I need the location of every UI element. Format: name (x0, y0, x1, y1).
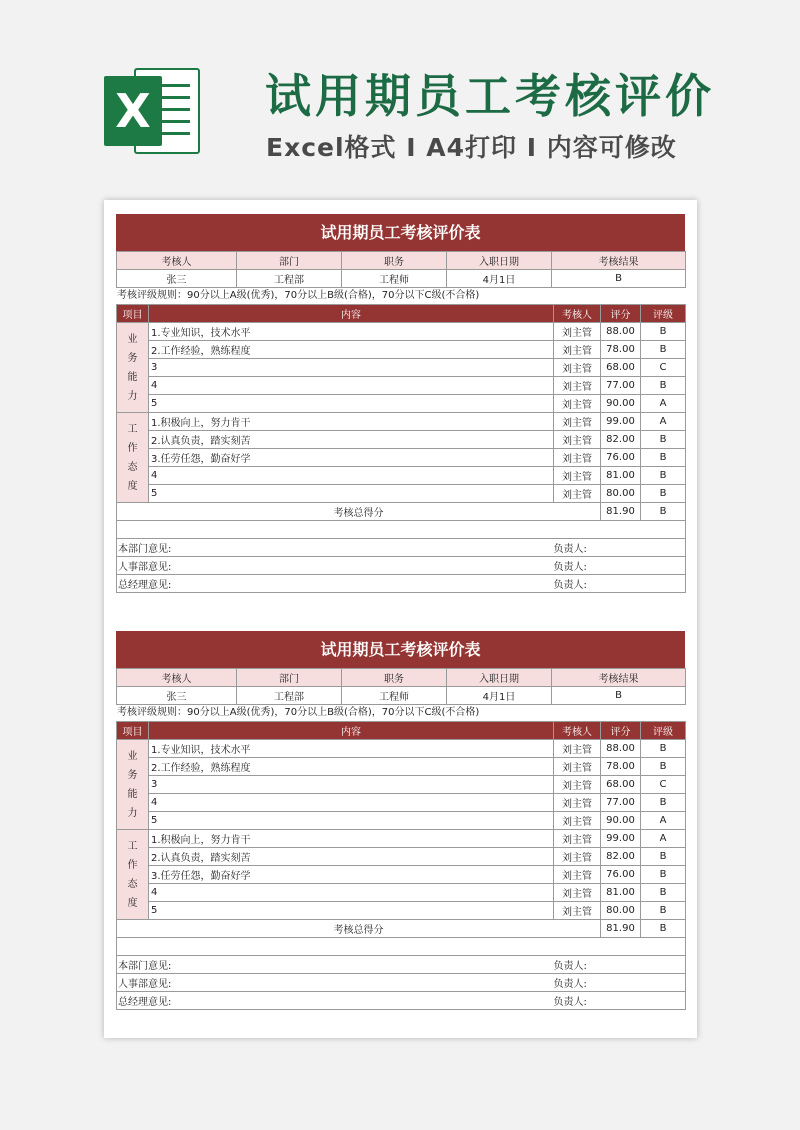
col-header-grade: 评级 (641, 722, 686, 740)
info-header-department: 部门 (237, 669, 342, 687)
content-cell[interactable]: 5 (149, 902, 554, 920)
score-cell[interactable]: 68.00 (601, 776, 641, 794)
score-cell[interactable]: 77.00 (601, 377, 641, 395)
table-row (117, 848, 686, 866)
score-cell[interactable]: 99.00 (601, 830, 641, 848)
grade-cell[interactable]: A (641, 812, 686, 830)
grade-cell[interactable]: B (641, 467, 686, 485)
col-header-grade: 评级 (641, 305, 686, 323)
assessor-cell[interactable]: 刘主管 (554, 359, 601, 377)
evaluation-form (116, 214, 685, 593)
content-cell[interactable]: 5 (149, 395, 554, 413)
grade-cell[interactable]: B (641, 431, 686, 449)
assessor-cell[interactable]: 刘主管 (554, 758, 601, 776)
opinion-label[interactable]: 人事部意见: (117, 557, 554, 575)
assessor-cell[interactable]: 刘主管 (554, 848, 601, 866)
assessor-cell[interactable]: 刘主管 (554, 431, 601, 449)
total-score[interactable]: 81.90 (601, 920, 641, 938)
assessor-cell[interactable]: 刘主管 (554, 395, 601, 413)
opinion-owner[interactable]: 负责人: (554, 956, 686, 974)
assessor-cell[interactable]: 刘主管 (554, 902, 601, 920)
col-header-assessor: 考核人 (554, 305, 601, 323)
table-row (117, 866, 686, 884)
blank-row (117, 938, 686, 956)
blank-row (117, 521, 686, 539)
table-row (117, 884, 686, 902)
opinion-row (117, 575, 686, 593)
table-row (117, 395, 686, 413)
grade-cell[interactable]: B (641, 485, 686, 503)
assessor-cell[interactable]: 刘主管 (554, 812, 601, 830)
score-cell[interactable]: 77.00 (601, 794, 641, 812)
grading-rule: 考核评级规则：90分以上A级(优秀)，70分以上B级(合格)，70分以下C级(不合格) (117, 290, 480, 301)
col-header-content: 内容 (149, 305, 554, 323)
grade-cell[interactable]: B (641, 323, 686, 341)
content-cell[interactable]: 1.积极向上，努力肯干 (149, 413, 554, 431)
table-row (117, 758, 686, 776)
table-row (117, 740, 686, 758)
table-row (117, 902, 686, 920)
grade-cell[interactable]: B (641, 449, 686, 467)
info-value-hire-date[interactable]: 4月1日 (447, 687, 552, 705)
score-cell[interactable]: 68.00 (601, 359, 641, 377)
grade-cell[interactable]: A (641, 830, 686, 848)
score-table (116, 304, 686, 593)
grade-cell[interactable]: B (641, 740, 686, 758)
assessor-cell[interactable]: 刘主管 (554, 776, 601, 794)
content-cell[interactable]: 3 (149, 776, 554, 794)
table-row (117, 794, 686, 812)
table-row (117, 776, 686, 794)
category-label: 业 务 能 力 (117, 740, 149, 830)
assessor-cell[interactable]: 刘主管 (554, 485, 601, 503)
content-cell[interactable]: 1.专业知识，技术水平 (149, 740, 554, 758)
table-row (117, 431, 686, 449)
opinion-row (117, 557, 686, 575)
content-cell[interactable]: 3.任劳任怨，勤奋好学 (149, 866, 554, 884)
excel-logo-letter: X (104, 76, 162, 146)
table-row (117, 449, 686, 467)
info-table (116, 668, 686, 705)
score-cell[interactable]: 90.00 (601, 395, 641, 413)
table-row (117, 359, 686, 377)
grade-cell[interactable]: C (641, 776, 686, 794)
info-value-position[interactable]: 工程师 (342, 687, 447, 705)
score-cell[interactable]: 76.00 (601, 449, 641, 467)
grade-cell[interactable]: B (641, 866, 686, 884)
col-header-score: 评分 (601, 305, 641, 323)
assessor-cell[interactable]: 刘主管 (554, 794, 601, 812)
assessor-cell[interactable]: 刘主管 (554, 413, 601, 431)
grade-cell[interactable]: A (641, 395, 686, 413)
grade-cell[interactable]: A (641, 413, 686, 431)
score-cell[interactable]: 90.00 (601, 812, 641, 830)
info-value-hire-date[interactable]: 4月1日 (447, 270, 552, 288)
opinion-label[interactable]: 总经理意见: (117, 575, 554, 593)
opinion-owner[interactable]: 负责人: (554, 539, 686, 557)
assessor-cell[interactable]: 刘主管 (554, 449, 601, 467)
info-header-result: 考核结果 (552, 252, 686, 270)
grade-cell[interactable]: B (641, 902, 686, 920)
table-row (117, 377, 686, 395)
content-cell[interactable]: 2.认真负责，踏实刻苦 (149, 431, 554, 449)
total-label: 考核总得分 (117, 920, 601, 938)
category-label: 工 作 态 度 (117, 413, 149, 503)
excel-logo-icon (104, 62, 202, 160)
content-cell[interactable]: 3 (149, 359, 554, 377)
opinion-row (117, 992, 686, 1010)
grade-cell[interactable]: C (641, 359, 686, 377)
category-label: 业 务 能 力 (117, 323, 149, 413)
info-header-assessor: 考核人 (117, 252, 237, 270)
col-header-item: 项目 (117, 305, 149, 323)
assessor-cell[interactable]: 刘主管 (554, 740, 601, 758)
total-label: 考核总得分 (117, 503, 601, 521)
grade-cell[interactable]: B (641, 794, 686, 812)
content-cell[interactable]: 3.任劳任怨，勤奋好学 (149, 449, 554, 467)
content-cell[interactable]: 5 (149, 485, 554, 503)
info-header-assessor: 考核人 (117, 669, 237, 687)
page-subtitle: Excel格式 I A4打印 I 内容可修改 (266, 133, 677, 162)
opinion-owner[interactable]: 负责人: (554, 974, 686, 992)
opinion-label[interactable]: 人事部意见: (117, 974, 554, 992)
content-cell[interactable]: 2.工作经验，熟练程度 (149, 341, 554, 359)
score-cell[interactable]: 80.00 (601, 902, 641, 920)
table-row (117, 467, 686, 485)
info-header-result: 考核结果 (552, 669, 686, 687)
opinion-row (117, 539, 686, 557)
content-cell[interactable]: 5 (149, 812, 554, 830)
table-row (117, 812, 686, 830)
score-cell[interactable]: 78.00 (601, 758, 641, 776)
total-score[interactable]: 81.90 (601, 503, 641, 521)
page-header (0, 0, 800, 200)
info-value-position[interactable]: 工程师 (342, 270, 447, 288)
info-header-department: 部门 (237, 252, 342, 270)
assessor-cell[interactable]: 刘主管 (554, 377, 601, 395)
grade-cell[interactable]: B (641, 758, 686, 776)
assessor-cell[interactable]: 刘主管 (554, 467, 601, 485)
info-header-hire-date: 入职日期 (447, 669, 552, 687)
content-cell[interactable]: 4 (149, 884, 554, 902)
grade-cell[interactable]: B (641, 377, 686, 395)
table-row (117, 413, 686, 431)
score-cell[interactable]: 82.00 (601, 848, 641, 866)
info-value-department[interactable]: 工程部 (237, 270, 342, 288)
info-value-assessor[interactable]: 张三 (117, 687, 237, 705)
table-row (117, 341, 686, 359)
info-header-position: 职务 (342, 669, 447, 687)
opinion-owner[interactable]: 负责人: (554, 557, 686, 575)
score-cell[interactable]: 88.00 (601, 740, 641, 758)
opinion-label[interactable]: 总经理意见: (117, 992, 554, 1010)
content-cell[interactable]: 4 (149, 794, 554, 812)
score-cell[interactable]: 82.00 (601, 431, 641, 449)
score-table (116, 721, 686, 1010)
opinion-label[interactable]: 本部门意见: (117, 539, 554, 557)
table-row (117, 830, 686, 848)
grade-cell[interactable]: B (641, 848, 686, 866)
info-value-result[interactable]: B (552, 270, 686, 288)
info-header-hire-date: 入职日期 (447, 252, 552, 270)
info-value-department[interactable]: 工程部 (237, 687, 342, 705)
grading-rule: 考核评级规则：90分以上A级(优秀)，70分以上B级(合格)，70分以下C级(不合格) (117, 707, 480, 718)
opinion-row (117, 956, 686, 974)
score-cell[interactable]: 80.00 (601, 485, 641, 503)
form-title: 试用期员工考核评价表 (116, 214, 685, 251)
score-cell[interactable]: 88.00 (601, 323, 641, 341)
score-cell[interactable]: 76.00 (601, 866, 641, 884)
category-label: 工 作 态 度 (117, 830, 149, 920)
opinion-owner[interactable]: 负责人: (554, 575, 686, 593)
assessor-cell[interactable]: 刘主管 (554, 884, 601, 902)
score-cell[interactable]: 99.00 (601, 413, 641, 431)
evaluation-form (116, 631, 685, 1010)
content-cell[interactable]: 4 (149, 467, 554, 485)
score-cell[interactable]: 81.00 (601, 467, 641, 485)
grade-cell[interactable]: B (641, 341, 686, 359)
content-cell[interactable]: 2.工作经验，熟练程度 (149, 758, 554, 776)
assessor-cell[interactable]: 刘主管 (554, 866, 601, 884)
total-grade[interactable]: B (641, 920, 686, 938)
page-title: 试用期员工考核评价 (265, 69, 715, 123)
col-header-assessor: 考核人 (554, 722, 601, 740)
info-table (116, 251, 686, 288)
info-header-position: 职务 (342, 252, 447, 270)
opinion-row (117, 974, 686, 992)
content-cell[interactable]: 1.专业知识，技术水平 (149, 323, 554, 341)
assessor-cell[interactable]: 刘主管 (554, 341, 601, 359)
info-value-assessor[interactable]: 张三 (117, 270, 237, 288)
col-header-content: 内容 (149, 722, 554, 740)
col-header-score: 评分 (601, 722, 641, 740)
opinion-owner[interactable]: 负责人: (554, 992, 686, 1010)
document-paper (104, 200, 697, 1038)
table-row (117, 323, 686, 341)
grade-cell[interactable]: B (641, 884, 686, 902)
table-row (117, 485, 686, 503)
score-cell[interactable]: 78.00 (601, 341, 641, 359)
col-header-item: 项目 (117, 722, 149, 740)
form-title: 试用期员工考核评价表 (116, 631, 685, 668)
content-cell[interactable]: 1.积极向上，努力肯干 (149, 830, 554, 848)
assessor-cell[interactable]: 刘主管 (554, 830, 601, 848)
assessor-cell[interactable]: 刘主管 (554, 323, 601, 341)
score-cell[interactable]: 81.00 (601, 884, 641, 902)
content-cell[interactable]: 4 (149, 377, 554, 395)
info-value-result[interactable]: B (552, 687, 686, 705)
opinion-label[interactable]: 本部门意见: (117, 956, 554, 974)
total-grade[interactable]: B (641, 503, 686, 521)
content-cell[interactable]: 2.认真负责，踏实刻苦 (149, 848, 554, 866)
